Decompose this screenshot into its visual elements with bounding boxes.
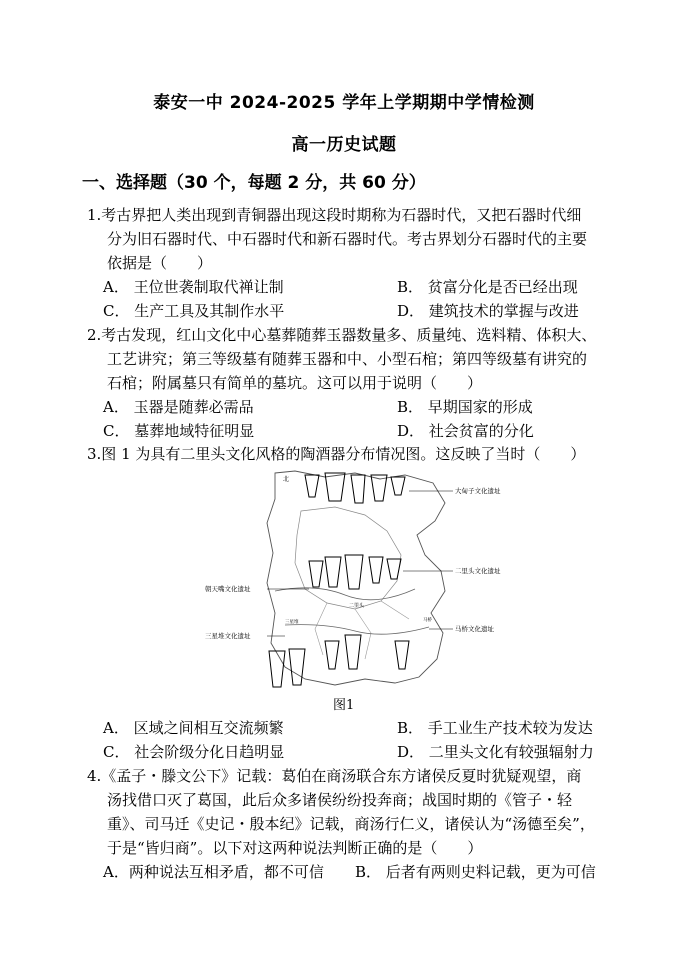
figure-1-map: [205, 463, 501, 693]
q2-line-3: 石棺；附属墓只有简单的墓坑。这可以用于说明（ ）: [107, 374, 483, 392]
q3-option-b: B． 手工业生产技术较为发达: [397, 719, 593, 737]
q1-option-c: C． 生产工具及其制作水平: [103, 302, 285, 320]
q1-line-1: 1.考古界把人类出现到青铜器出现这段时期称为石器时代，又把石器时代细: [87, 206, 582, 224]
q2-option-c: C． 墓葬地域特征明显: [103, 422, 255, 440]
figure-1-caption: 图1: [333, 698, 355, 713]
label-chaotianzui: 朝天嘴文化遗址: [205, 585, 251, 593]
q3-option-a: A． 区域之间相互交流频繁: [103, 719, 284, 737]
q4-option-a: A．两种说法互相矛盾，都不可信: [103, 863, 324, 881]
q4-line-2: 汤找借口灭了葛国，此后众多诸侯纷纷投奔商；战国时期的《管子・轻: [107, 791, 573, 809]
q1-option-d: D． 建筑技术的掌握与改进: [397, 302, 579, 320]
label-maqiao-small: 马桥: [423, 618, 432, 623]
label-erlitou-center: 二里头: [349, 603, 365, 609]
section-heading: 一、选择题（30 个，每题 2 分，共 60 分）: [82, 173, 426, 193]
label-maqiao-site: 马桥文化遗址: [455, 625, 494, 633]
q1-line-2: 分为旧石器时代、中石器时代和新石器时代。考古界划分石器时代的主要: [107, 230, 588, 248]
exam-subtitle: 高一历史试题: [291, 135, 397, 155]
q3-line-1: 3.图 1 为具有二里头文化风格的陶酒器分布情况图。这反映了当时（ ）: [87, 445, 586, 463]
label-erlitou-site: 二里头文化遗址: [455, 567, 501, 575]
q1-option-b: B． 贫富分化是否已经出现: [397, 278, 578, 296]
q3-option-d: D． 二里头文化有较强辐射力: [397, 743, 594, 761]
q2-option-a: A． 玉器是随葬必需品: [103, 398, 254, 416]
north-arrow-label: 北: [283, 476, 290, 483]
label-sanxingdui-small: 三星堆: [285, 620, 299, 625]
q1-line-3: 依据是（ ）: [107, 254, 213, 272]
label-sanxingdui-site: 三星堆文化遗址: [205, 632, 251, 640]
label-dadianzi: 大甸子文化遗址: [455, 487, 501, 495]
q4-line-4: 于是“皆归商”。以下对这两种说法判断正确的是（ ）: [107, 839, 483, 857]
q1-option-a: A． 王位世袭制取代禅让制: [103, 278, 284, 296]
q2-option-b: B． 早期国家的形成: [397, 398, 533, 416]
q3-option-c: C． 社会阶级分化日趋明显: [103, 743, 285, 761]
exam-title: 泰安一中 2024-2025 学年上学期期中学情检测: [153, 93, 535, 113]
q4-line-1: 4.《孟子・滕文公下》记载：葛伯在商汤联合东方诸侯反夏时犹疑观望，商: [87, 767, 582, 785]
q2-line-1: 2.考古发现，红山文化中心墓葬随葬玉器数量多、质量纯、选料精、体积大、: [87, 326, 597, 344]
q4-option-b: B． 后者有两则史料记载，更为可信: [355, 863, 596, 881]
q2-option-d: D． 社会贫富的分化: [397, 422, 534, 440]
q2-line-2: 工艺讲究；第三等级墓有随葬玉器和中、小型石棺；第四等级墓有讲究的: [107, 350, 588, 368]
q4-line-3: 重》、司马迁《史记・殷本纪》记载，商汤行仁义，诸侯认为“汤德至矣”，: [107, 815, 595, 833]
